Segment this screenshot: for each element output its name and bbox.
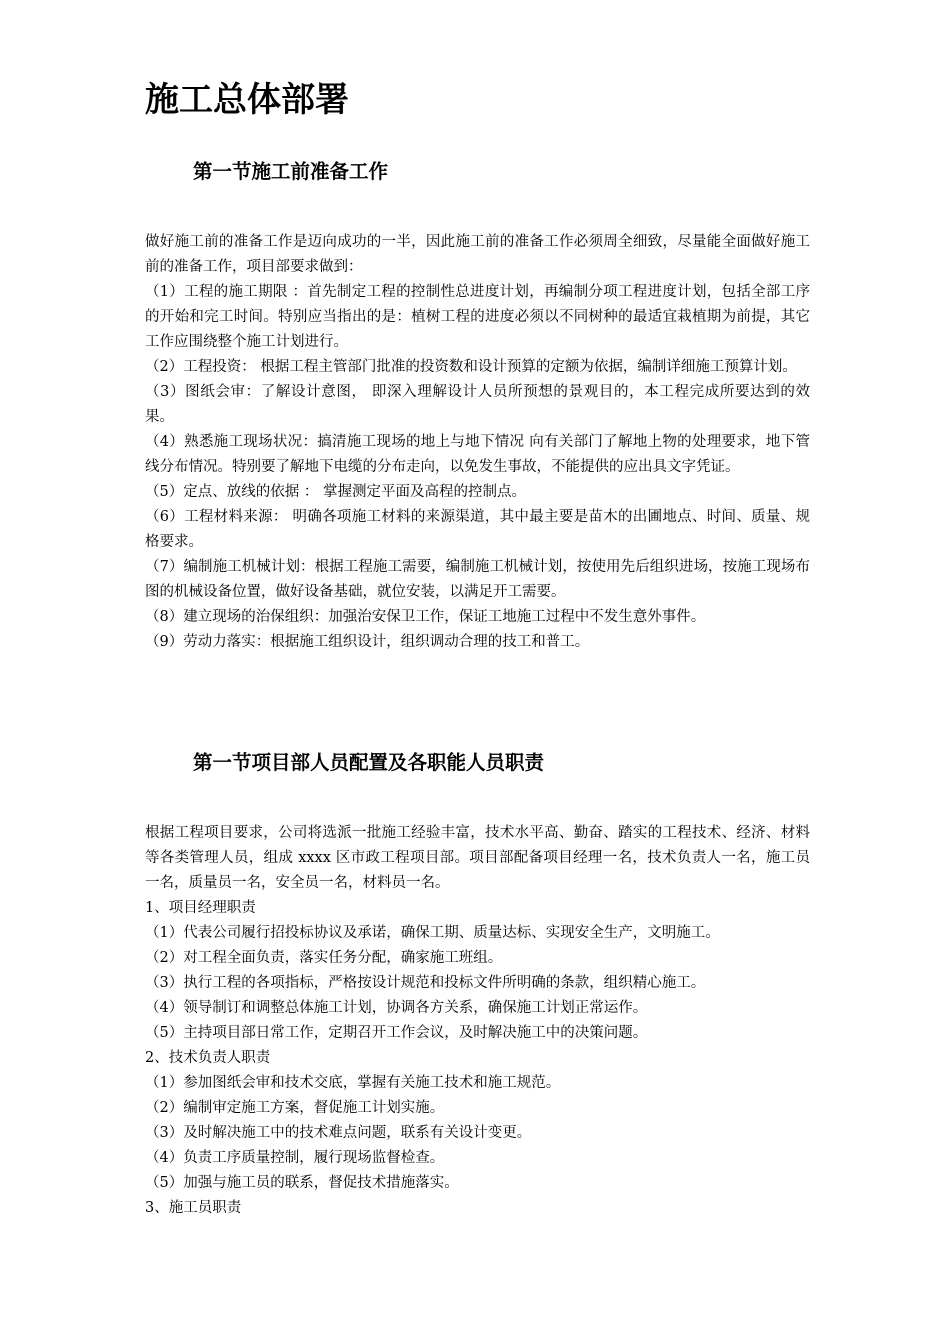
list-item: （4）领导制订和调整总体施工计划，协调各方关系，确保施工计划正常运作。	[145, 1000, 648, 1016]
list-item: （4）熟悉施工现场状况：搞清施工现场的地上与地下情况 向有关部门了解地上物的处理要求，地下管线分布情况。特别要了解地下电缆的分布走向，以免发生事故，不能提供的应出具文字凭证。	[145, 434, 810, 475]
subheading: 3、施工员职责	[145, 1200, 242, 1216]
list-item: （2）编制审定施工方案，督促施工计划实施。	[145, 1100, 445, 1116]
section-preparation	[145, 158, 810, 655]
document-title: 施工总体部署	[145, 80, 349, 120]
list-item: （8）建立现场的治保组织：加强治安保卫工作，保证工地施工过程中不发生意外事件。	[145, 609, 706, 625]
list-item: （3）图纸会审：了解设计意图， 即深入理解设计人员所预想的景观目的，本工程完成所要达到的效果。	[145, 384, 810, 425]
list-item: （4）负责工序质量控制，履行现场监督检查。	[145, 1150, 445, 1166]
subheading: 2、技术负责人职责	[145, 1050, 271, 1066]
list-item: （6）工程材料来源： 明确各项施工材料的来源渠道，其中最主要是苗木的出圃地点、时间、质量、规格要求。	[145, 509, 810, 550]
subheading: 1、项目经理职责	[145, 900, 256, 916]
list-item: （2）工程投资： 根据工程主管部门批准的投资数和设计预算的定额为依据，编制详细施工预算计划。	[145, 359, 797, 375]
list-item: （3）执行工程的各项指标，严格按设计规范和投标文件所明确的条款，组织精心施工。	[145, 975, 706, 991]
list-item: （5）定点、放线的依据 ： 掌握测定平面及高程的控制点。	[145, 484, 526, 500]
section-body	[145, 230, 810, 655]
list-item: （1）代表公司履行招投标协议及承诺，确保工期、质量达标、实现安全生产，文明施工。	[145, 925, 720, 941]
list-item: （1）工程的施工期限 ：首先制定工程的控制性总进度计划，再编制分项工程进度计划，包括全部工序的开始和完工时间。特别应当指出的是：植树工程的进度必须以不同树种的最适宜栽植期为前提，其它工作应围绕整个施工计划进行。	[145, 284, 810, 350]
section-body	[145, 821, 810, 1221]
list-item: （9）劳动力落实：根据施工组织设计，组织调动合理的技工和普工。	[145, 634, 590, 650]
list-item: （2）对工程全面负责，落实任务分配，确家施工班组。	[145, 950, 503, 966]
list-item: （3）及时解决施工中的技术难点问题，联系有关设计变更。	[145, 1125, 532, 1141]
list-item: （1）参加图纸会审和技术交底，掌握有关施工技术和施工规范。	[145, 1075, 561, 1091]
paragraph: 做好施工前的准备工作是迈向成功的一半，因此施工前的准备工作必须周全细致，尽量能全面做好施工前的准备工作，项目部要求做到：	[145, 234, 810, 275]
paragraph: 根据工程项目要求，公司将选派一批施工经验丰富，技术水平高、勤奋、踏实的工程技术、经济、材料等各类管理人员，组成 xxxx 区市政工程项目部。项目部配备项目经理一名，技术负责人一名，施工员一名，质量员一名，安全员一名，材料员一名。	[145, 825, 810, 891]
list-item: （5）加强与施工员的联系，督促技术措施落实。	[145, 1175, 459, 1191]
section-heading: 第一节施工前准备工作	[193, 160, 389, 183]
section-heading: 第一节项目部人员配置及各职能人员职责	[193, 751, 545, 774]
list-item: （5）主持项目部日常工作，定期召开工作会议，及时解决施工中的决策问题。	[145, 1025, 648, 1041]
section-staffing	[145, 749, 810, 1221]
list-item: （7）编制施工机械计划：根据工程施工需要，编制施工机械计划，按使用先后组织进场，按施工现场布图的机械设备位置，做好设备基础，就位安装，以满足开工需要。	[145, 559, 810, 600]
